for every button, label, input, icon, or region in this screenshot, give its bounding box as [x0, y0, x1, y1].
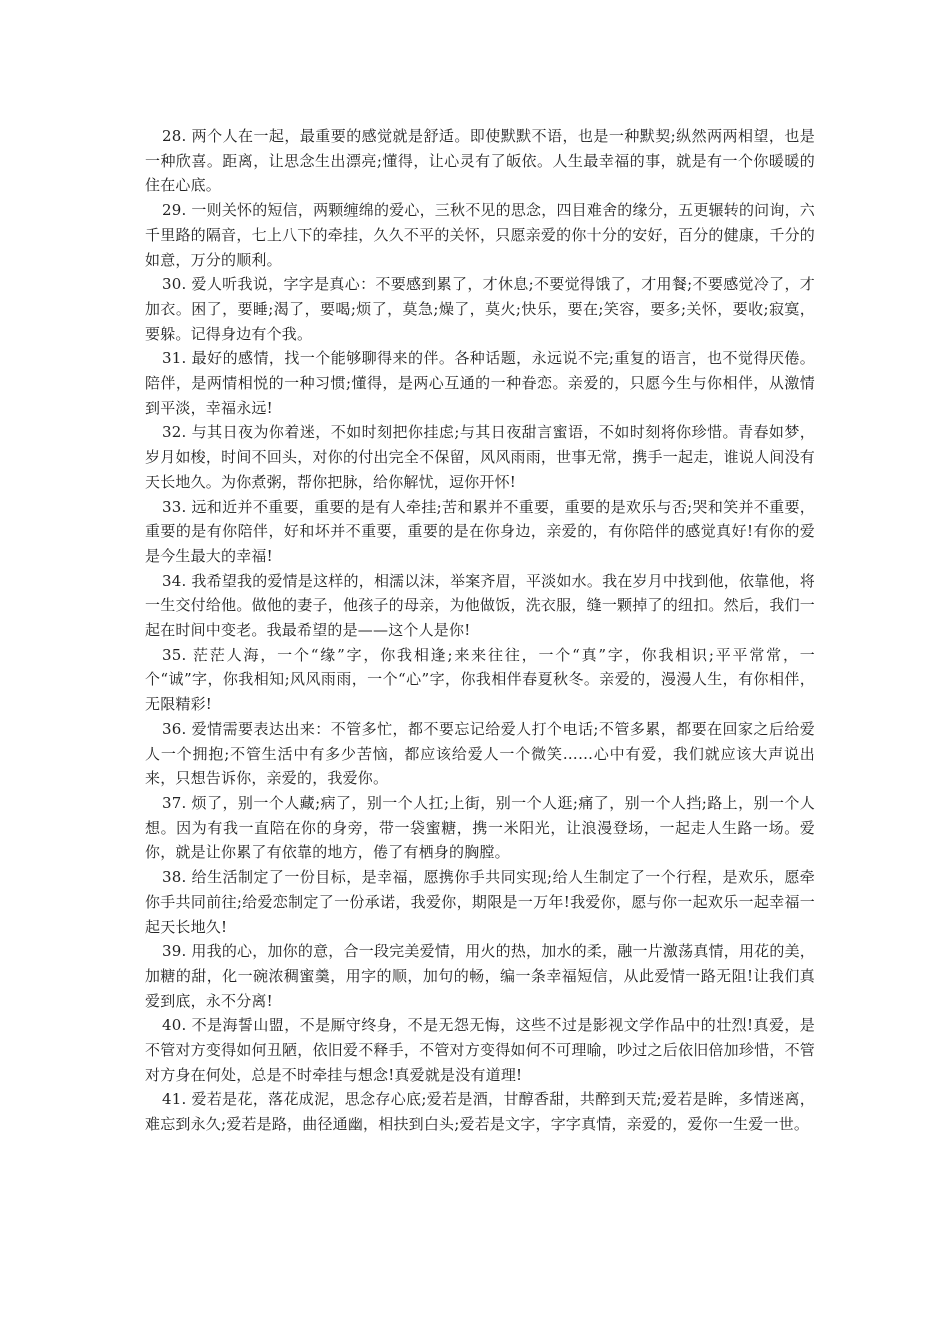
paragraph-31: 31. 最好的感情，找一个能够聊得来的伴。各种话题，永远说不完;重复的语言，也不觉得厌倦。陪伴，是两情相悦的一种习惯;懂得，是两心互通的一种眷恋。亲爱的，只愿今生与你相伴，从激情到平淡，幸福永远!: [145, 349, 815, 417]
paragraph-40: 40. 不是海誓山盟，不是厮守终身，不是无怨无悔，这些不过是影视文学作品中的壮烈!真爱，是不管对方变得如何丑陋，依旧爱不释手，不管对方变得如何不可理喻，吵过之后依旧倍加珍惜，不管对方身在何处，总是不时牵挂与想念!真爱就是没有道理!: [145, 1016, 815, 1084]
paragraph-36: 36. 爱情需要表达出来：不管多忙，都不要忘记给爱人打个电话;不管多累，都要在回家之后给爱人一个拥抱;不管生活中有多少苦恼，都应该给爱人一个微笑……心中有爱，我们就应该大声说出来，只想告诉你，亲爱的，我爱你。: [145, 719, 815, 788]
paragraph-37: 37. 烦了，别一个人藏;病了，别一个人扛;上街，别一个人逛;痛了，别一个人挡;路上，别一个人想。因为有我一直陪在你的身旁，带一袋蜜糖，携一米阳光，让浪漫登场，一起走人生路一场。爱你，就是让你累了有依靠的地方，倦了有栖身的胸膛。: [145, 793, 815, 862]
paragraph-32: 32. 与其日夜为你着迷，不如时刻把你挂虑;与其日夜甜言蜜语，不如时刻将你珍惜。青春如梦，岁月如梭，时间不回头，对你的付出完全不保留，风风雨雨，世事无常，携手一起走，谁说人间没有天长地久。为你煮粥，帮你把脉，给你解忧，逗你开怀!: [145, 423, 815, 491]
document-body: [145, 124, 815, 1137]
paragraph-38: 38. 给生活制定了一份目标，是幸福，愿携你手共同实现;给人生制定了一个行程，是欢乐，愿牵你手共同前往;给爱恋制定了一份承诺，我爱你，期限是一万年!我爱你，愿与你一起欢乐一起幸福一起天长地久!: [145, 868, 815, 936]
paragraph-41: 41. 爱若是花，落花成泥，思念存心底;爱若是酒，甘醇香甜，共醉到天荒;爱若是眸，多情迷离，难忘到永久;爱若是路，曲径通幽，相扶到白头;爱若是文字，字字真情，亲爱的，爱你一生爱一世。: [145, 1090, 815, 1134]
paragraph-39: 39. 用我的心，加你的意，合一段完美爱情，用火的热，加水的柔，融一片激荡真情，用花的美，加糖的甜，化一碗浓稠蜜羹，用字的顺，加句的畅，编一条幸福短信，从此爱情一路无阻!让我们真爱到底，永不分离!: [145, 942, 815, 1010]
paragraph-33: 33. 远和近并不重要，重要的是有人牵挂;苦和累并不重要，重要的是欢乐与否;哭和笑并不重要，重要的是有你陪伴，好和坏并不重要，重要的是在你身边，亲爱的，有你陪伴的感觉真好!有你的爱是今生最大的幸福!: [145, 497, 815, 565]
paragraph-35: 35. 茫茫人海，一个“缘”字，你我相逢;来来往往，一个“真”字，你我相识;平平常常，一个“诚”字，你我相知;风风雨雨，一个“心”字，你我相伴春夏秋冬。亲爱的，漫漫人生，有你相伴，无限精彩!: [145, 645, 815, 714]
paragraph-28: 28. 两个人在一起，最重要的感觉就是舒适。即使默默不语，也是一种默契;纵然两两相望，也是一种欣喜。距离，让思念生出漂亮;懂得，让心灵有了皈依。人生最幸福的事，就是有一个你暖暖的住在心底。: [145, 127, 815, 195]
paragraph-29: 29. 一则关怀的短信，两颗缠绵的爱心，三秋不见的思念，四目难舍的缘分，五更辗转的问询，六千里路的隔音，七上八下的牵挂，久久不平的关怀，只愿亲爱的你十分的安好，百分的健康，千分的如意，万分的顺利。: [145, 201, 815, 269]
paragraph-30: 30. 爱人听我说，字字是真心：不要感到累了，才休息;不要觉得饿了，才用餐;不要感觉冷了，才加衣。困了，要睡;渴了，要喝;烦了，莫急;燥了，莫火;快乐，要在;笑容，要多;关怀，要收;寂寞，要躲。记得身边有个我。: [145, 275, 815, 343]
paragraph-34: 34. 我希望我的爱情是这样的，相濡以沫，举案齐眉，平淡如水。我在岁月中找到他，依靠他，将一生交付给他。做他的妻子，他孩子的母亲，为他做饭，洗衣服，缝一颗掉了的纽扣。然后，我们一起在时间中变老。我最希望的是——这个人是你!: [145, 571, 815, 640]
